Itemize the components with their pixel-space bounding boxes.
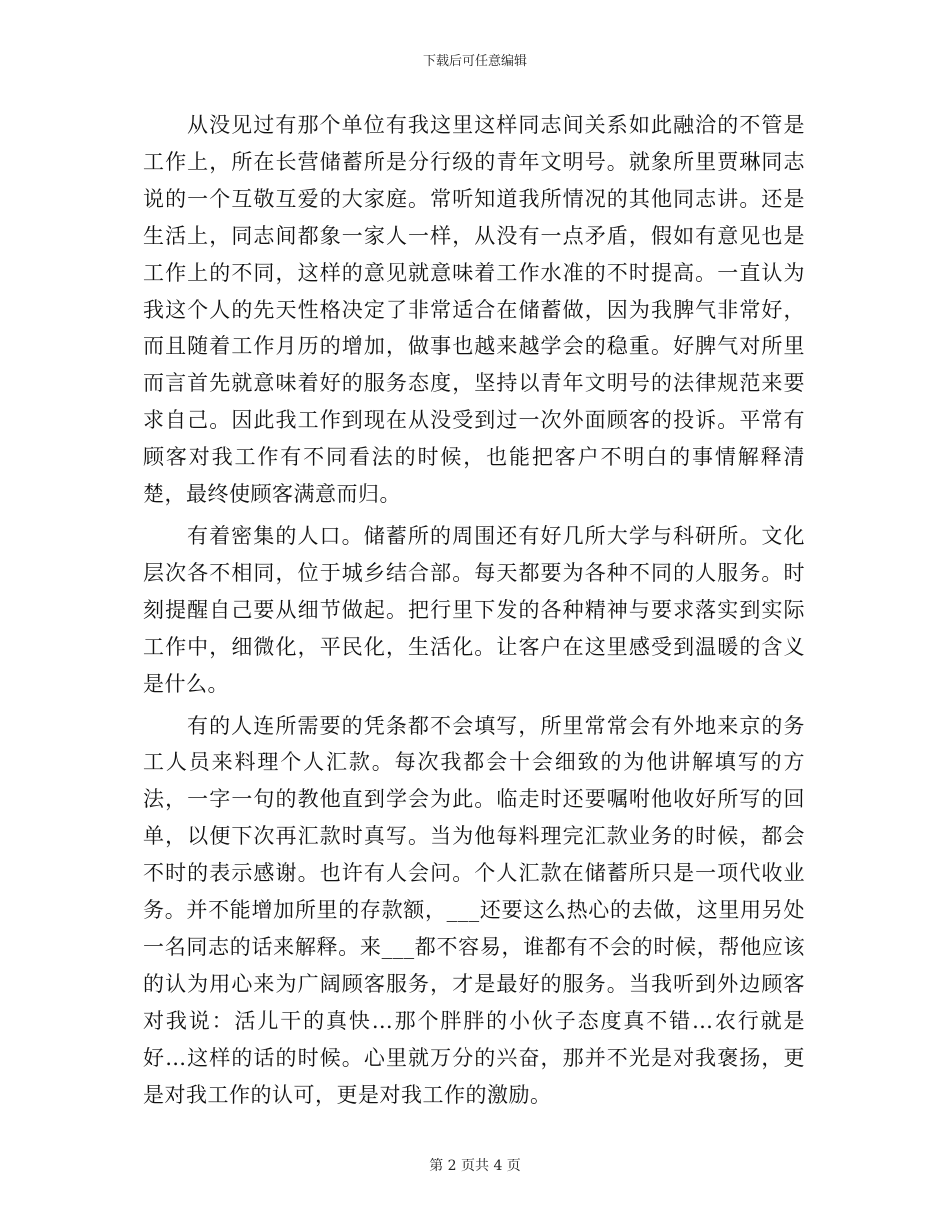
page-number-footer: 第 2 页共 4 页 xyxy=(429,1158,521,1174)
paragraph-1: 从没见过有那个单位有我这里这样同志间关系如此融洽的不管是工作上，所在长营储蓄所是分行级的青年文明号。就象所里贾琳同志说的一个互敬互爱的大家庭。常听知道我所情况的其他同志讲。还是生活上，同志间都象一家人一样，从没有一点矛盾，假如有意见也是工作上的不同，这样的意见就意味着工作水准的不时提高。一直认为我这个人的先天性格决定了非常适合在储蓄做，因为我脾气非常好，而且随着工作月历的增加，做事也越来越学会的稳重。好脾气对所里而言首先就意味着好的服务态度，坚持以青年文明号的法律规范来要求自己。因此我工作到现在从没受到过一次外面顾客的投诉。平常有顾客对我工作有不同看法的时候，也能把客户不明白的事情解释清楚，最终使顾客满意而归。 xyxy=(143,113,805,507)
document-body xyxy=(143,107,805,1118)
paragraph-3: 有的人连所需要的凭条都不会填写，所里常常会有外地来京的务工人员来料理个人汇款。每次我都会十会细致的为他讲解填写的方法，一字一句的教他直到学会为此。临走时还要嘱咐他收好所写的回单，以便下次再汇款时真写。当为他每料理完汇款业务的时候，都会不时的表示感谢。也许有人会问。个人汇款在储蓄所只是一项代收业务。并不能增加所里的存款额，___还要这么热心的去做，这里用另处一名同志的话来解释。来___都不容易，谁都有不会的时候，帮他应该的认为用心来为广阔顾客服务，才是最好的服务。当我听到外边顾客对我说：活儿干的真快…那个胖胖的小伙子态度真不错…农行就是好…这样的话的时候。心里就万分的兴奋，那并不光是对我褒扬，更是对我工作的认可，更是对我工作的激励。 xyxy=(143,713,805,1107)
paragraph-2: 有着密集的人口。储蓄所的周围还有好几所大学与科研所。文化层次各不相同，位于城乡结合部。每天都要为各种不同的人服务。时刻提醒自己要从细节做起。把行里下发的各种精神与要求落实到实际工作中，细微化，平民化，生活化。让客户在这里感受到温暖的含义是什么。 xyxy=(143,523,805,696)
page-header: 下载后可任意编辑 xyxy=(422,54,527,69)
